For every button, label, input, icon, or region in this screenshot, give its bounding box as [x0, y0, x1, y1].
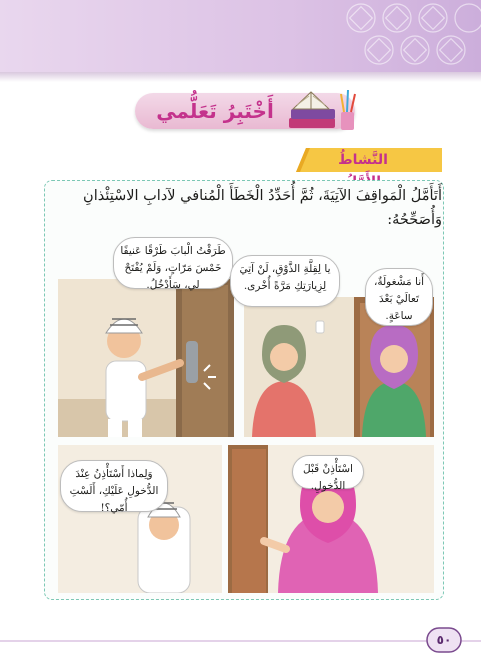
scene-boy-knocking [58, 279, 234, 437]
page-number: ٥٠ [436, 633, 452, 647]
activity-instruction: أَتَأَمَّلُ الْمَواقِفَ الآتِيَةَ، ثُمَّ أُحَدِّدُ الْخَطَأَ الْمُنافي لآدابِ الاسْتِئْذانِ وَأُصَحِّحُهُ: [83, 188, 442, 228]
speech-bubble-visit: يا لِقِلَّةِ الذَّوْقِ، لَنْ آتِيَ لِزِيارَتِكِ مَرَّةً أُخْرى. [230, 255, 340, 307]
geometric-pattern [341, 0, 481, 72]
speech-bubble-knock: طَرَقْتُ الْبابَ طَرْقًا عَنيفًا خَمْسَ مَرّاتٍ، وَلَمْ يُفْتَحْ لي، سَأَدْخُلُ. [113, 237, 233, 289]
boy-knocking-illustration [58, 279, 234, 437]
speech-bubble-busy: أَنا مَشْغولَةٌ، تَعالَيْ بَعْدَ ساعَةٍ. [365, 268, 433, 326]
speech-bubble-permission: اسْتَأْذِنْ قَبْلَ الدُّخولِ. [292, 455, 364, 489]
page-shadow [0, 72, 481, 82]
activity-label: النَّشاطُ [338, 152, 388, 168]
books-icon [285, 84, 359, 136]
lesson-title: أَخْتَبِرُ تَعَلُّمي [156, 99, 274, 123]
speech-bubble-why: وَلِماذا أَسْتَأْذِنُ عِنْدَ الدُّخولِ عَلَيْكِ، أَلَسْتِ أُمّي؟! [60, 460, 168, 512]
footer-line [0, 640, 481, 642]
